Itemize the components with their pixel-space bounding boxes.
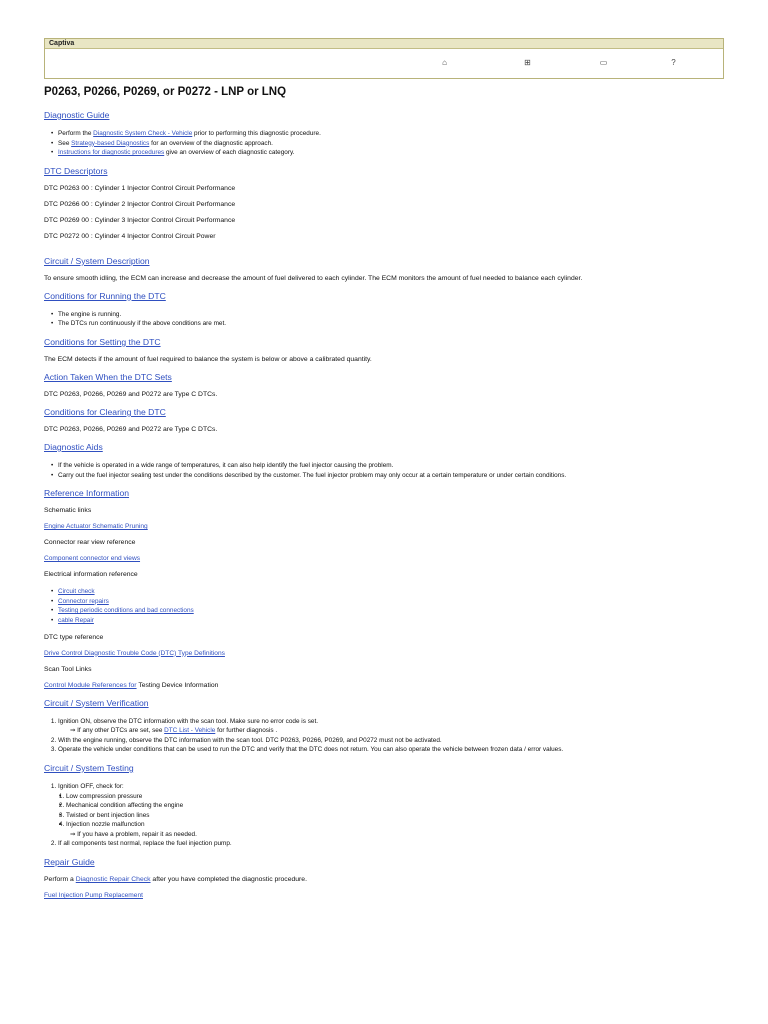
help-icon[interactable]: ? [671, 58, 676, 67]
section-circuit-testing[interactable]: Circuit / System Testing [44, 762, 134, 773]
schematic-link[interactable]: Engine Actuator Schematic Pruning [44, 523, 148, 531]
list-item: • 4. Injection nozzle malfunction [66, 820, 734, 830]
dtc-descriptor: DTC P0266 00 : Cylinder 2 Injector Control Circuit Performance [44, 200, 236, 208]
repair-text: Perform a Diagnostic Repair Check after you have completed the diagnostic procedure. [44, 876, 307, 884]
dtc-type-link[interactable]: Drive Control Diagnostic Trouble Code (DTC) Type Definitions [44, 649, 225, 657]
top-navigation-bar [44, 38, 724, 79]
dtc-list-link[interactable]: DTC List - Vehicle [164, 727, 216, 735]
schematic-label: Schematic links [44, 507, 92, 515]
list-item [58, 616, 734, 626]
system-check-link[interactable]: Diagnostic System Check - Vehicle [93, 130, 193, 137]
scan-tool-line: Control Module References for Testing Device Information [44, 681, 219, 689]
list-item: 1. Ignition OFF, check for: • 1. Low compression pressure • 2. Mechanical condition affecting the engine • 3. Twisted or bent injection lines • 4. Injection nozzle malfunction ⇒ If you have a problem, repair it as needed. [58, 782, 734, 840]
diagnostic-guide-list [44, 129, 734, 158]
vehicle-title: Captiva [45, 39, 723, 49]
dtc-type-label: DTC type reference [44, 633, 104, 641]
testing-steps [44, 782, 734, 849]
section-conditions-clearing[interactable]: Conditions for Clearing the DTC [44, 406, 166, 417]
action-taken-text: DTC P0263, P0266, P0269 and P0272 are Type C DTCs. [44, 390, 218, 398]
conditions-setting-text: The ECM detects if the amount of fuel required to balance the system is below or above a calibrated quantity. [44, 355, 372, 363]
conditions-running-list [44, 310, 734, 329]
list-item: • The DTCs run continuously if the above conditions are met. [58, 319, 734, 329]
section-repair-guide[interactable]: Repair Guide [44, 857, 95, 868]
electrical-label: Electrical information reference [44, 571, 138, 579]
instructions-link[interactable]: Instructions for diagnostic procedures [58, 149, 165, 157]
list-item: • 1. Low compression pressure [66, 792, 734, 802]
circuit-check-link[interactable]: Circuit check [58, 588, 95, 596]
home-icon[interactable]: ⌂ [442, 58, 447, 67]
list-item: 2. With the engine running, observe the DTC information with the scan tool. DTC P0263, P0266, P0269, and P0272 must not be activated. [58, 736, 734, 746]
list-item: • See Strategy-based Diagnostics for an overview of the diagnostic approach. [58, 139, 734, 149]
electrical-reference-list [44, 587, 734, 625]
list-item [58, 606, 734, 616]
list-item [58, 597, 734, 607]
dtc-descriptor: DTC P0263 00 : Cylinder 1 Injector Control Circuit Performance [44, 184, 236, 192]
verification-steps [44, 717, 734, 755]
check-list [58, 792, 734, 830]
section-dtc-descriptors[interactable]: DTC Descriptors [44, 165, 108, 176]
conditions-clearing-text: DTC P0263, P0266, P0269 and P0272 are Type C DTCs. [44, 425, 218, 433]
page-title: P0263, P0266, P0269, or P0272 - LNP or LNQ [44, 86, 287, 98]
section-circuit-verification[interactable]: Circuit / System Verification [44, 697, 149, 708]
list-item: • 3. Twisted or bent injection lines [66, 811, 734, 821]
scan-tool-label: Scan Tool Links [44, 665, 92, 673]
list-item: 3. Operate the vehicle under conditions that can be used to run the DTC and verify that the DTC does not return. You can also operate the vehicle between frozen data / error values. [58, 745, 734, 755]
sitemap-icon[interactable]: ⊞ [524, 58, 531, 67]
section-circuit-description[interactable]: Circuit / System Description [44, 255, 150, 266]
testing-periodic-link[interactable]: Testing periodic conditions and bad connections [58, 607, 194, 615]
list-item: • If the vehicle is operated in a wide range of temperatures, it can also help identify the fuel injector causing the problem. [58, 461, 734, 471]
list-item: • Instructions for diagnostic procedures give an overview of each diagnostic category. [58, 148, 734, 158]
connector-label: Connector rear view reference [44, 539, 136, 547]
list-item: • Carry out the fuel injector sealing test under the conditions described by the customer. The fuel injector problem may only occur at a certain temperature or under certain conditions. [58, 471, 734, 481]
section-conditions-running[interactable]: Conditions for Running the DTC [44, 290, 166, 301]
section-reference-information[interactable]: Reference Information [44, 488, 130, 499]
pump-replacement-link[interactable]: Fuel Injection Pump Replacement [44, 892, 143, 900]
connector-repairs-link[interactable]: Connector repairs [58, 597, 109, 605]
section-action-taken[interactable]: Action Taken When the DTC Sets [44, 371, 172, 382]
list-item [58, 587, 734, 597]
circuit-description-text: To ensure smooth idling, the ECM can increase and decrease the amount of fuel delivered to each cylinder. The ECM monitors the amount of fuel needed to balance each cylinder. [44, 274, 583, 282]
connector-views-link[interactable]: Component connector end views [44, 555, 141, 563]
dtc-descriptor: DTC P0272 00 : Cylinder 4 Injector Control Circuit Power [44, 232, 216, 240]
strategy-link[interactable]: Strategy-based Diagnostics [71, 139, 150, 147]
dtc-descriptor: DTC P0269 00 : Cylinder 3 Injector Control Circuit Performance [44, 216, 236, 224]
repair-check-link[interactable]: Diagnostic Repair Check [75, 876, 151, 884]
control-module-link[interactable]: Control Module References for [44, 681, 137, 689]
toolbar-icons [45, 58, 723, 68]
section-conditions-setting[interactable]: Conditions for Setting the DTC [44, 336, 161, 347]
list-item: 1. Ignition ON, observe the DTC information with the scan tool. Make sure no error code is set. ⇒ If any other DTCs are set, see DTC List - Vehicle for further diagnosis . [58, 717, 734, 736]
list-item: • 2. Mechanical condition affecting the engine [66, 801, 734, 811]
cable-repair-link[interactable]: cable Repair [58, 616, 94, 624]
section-diagnostic-guide[interactable]: Diagnostic Guide [44, 110, 110, 120]
section-diagnostic-aids[interactable]: Diagnostic Aids [44, 441, 103, 452]
diagnostic-aids-list [44, 461, 734, 480]
list-item: • The engine is running. [58, 310, 734, 320]
list-item: • Perform the Diagnostic System Check - Vehicle prior to performing this diagnostic procedure. [58, 129, 734, 139]
list-item: 2. If all components test normal, replace the fuel injection pump. [58, 839, 734, 849]
document-content [44, 86, 734, 908]
folder-icon[interactable]: ▭ [599, 58, 608, 67]
